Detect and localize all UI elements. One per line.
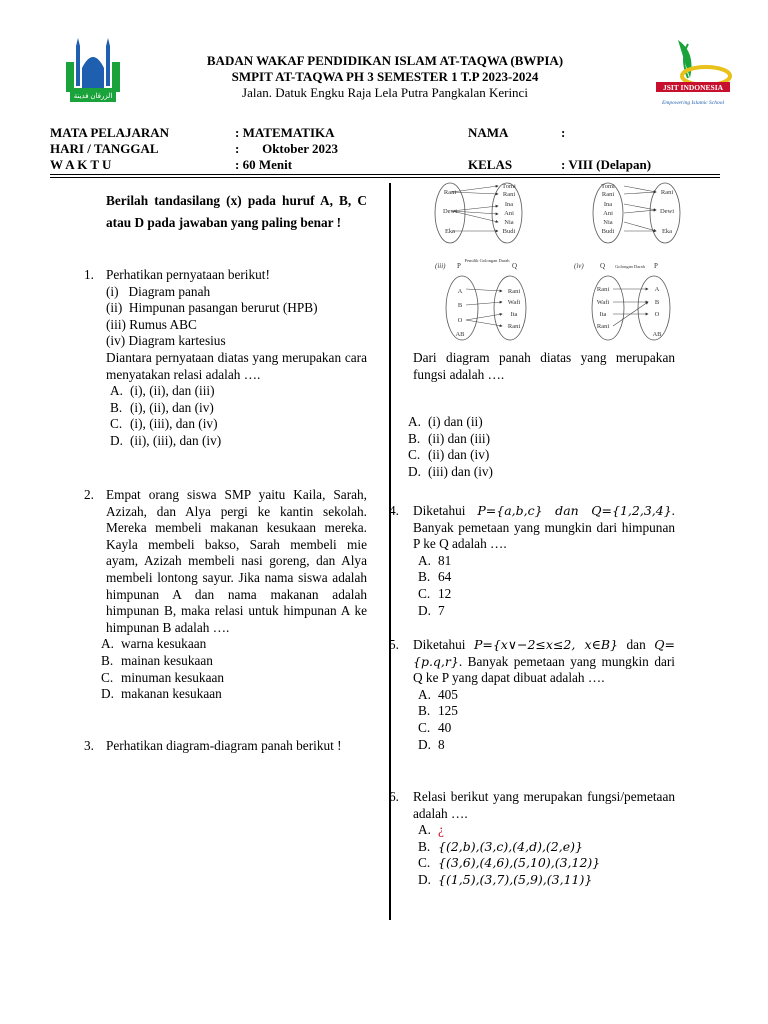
option-d[interactable]	[408, 464, 675, 481]
diagram-element-label: Ani	[504, 210, 514, 217]
subject-label: MATA PELAJARAN	[50, 125, 170, 140]
option-d[interactable]	[418, 603, 675, 620]
question-4	[389, 503, 675, 619]
option-b[interactable]	[418, 703, 675, 720]
diagram-element-label: Eka	[661, 228, 673, 235]
option-letter: D.	[418, 871, 431, 887]
option-a[interactable]	[418, 822, 675, 839]
question-3-prompt: Dari diagram panah diatas yang merupakan fungsi adalah ….	[413, 350, 675, 382]
diagram-3-relation: Pemilik Golongan Darah	[464, 258, 510, 263]
school-logo	[64, 38, 122, 106]
subject-value: : MATEMATIKA	[235, 125, 335, 140]
question-1-options	[106, 383, 367, 449]
diagram-element-label: Budi	[502, 228, 516, 235]
diagram-element-label: Rani	[660, 189, 674, 196]
diagram-element-label: Eka	[444, 228, 456, 235]
option-letter: C.	[418, 585, 431, 601]
option-c[interactable]	[418, 586, 675, 603]
option-text: (ii) dan (iv)	[428, 447, 490, 463]
diagram-element-label: A	[654, 286, 660, 293]
option-c[interactable]	[418, 720, 675, 737]
diagram-element-label: Ina	[603, 201, 613, 208]
option-letter: A.	[418, 686, 431, 702]
statement-item: (i) Diagram panah	[106, 283, 211, 299]
option-letter: A.	[110, 383, 123, 399]
name-value: :	[561, 125, 566, 140]
option-letter: D.	[418, 736, 431, 752]
question-4-number: 4.	[389, 503, 399, 518]
diagram-element-label: Ita	[599, 311, 607, 318]
diagram-element-label: Dewi	[442, 208, 458, 215]
question-2	[84, 487, 367, 703]
diagram-element-label: O	[457, 317, 463, 324]
diagram-4-label: (iv)	[574, 262, 584, 270]
jsit-logo	[652, 38, 734, 110]
column-divider	[389, 183, 391, 920]
diagram-element-label: Ina	[504, 201, 514, 208]
question-3	[84, 738, 367, 755]
option-text: warna kesukaan	[121, 636, 207, 652]
instruction: Berilah tandasilang (x) pada huruf A, B, C atau D pada jawaban yang paling benar !	[106, 193, 367, 230]
option-text: 64	[438, 569, 452, 585]
question-4-stem: Diketahui P={a,b,c} dan Q={1,2,3,4}. Banyak pemetaan yang mungkin dari himpunan P ke Q adalah ….	[413, 503, 675, 552]
day-value: : Oktober 2023	[235, 141, 339, 156]
question-3-continued	[408, 350, 675, 481]
diagram-element-label: Rani	[596, 323, 610, 330]
option-text: (ii) dan (iii)	[428, 430, 491, 446]
diagram-element-label: B	[654, 299, 660, 306]
option-c[interactable]	[101, 670, 367, 687]
question-1-statements	[106, 284, 367, 350]
option-b[interactable]	[110, 400, 367, 417]
diagram-element-label: Rani	[502, 191, 516, 198]
option-a[interactable]	[418, 687, 675, 704]
option-letter: A.	[418, 822, 431, 838]
question-5-options	[418, 687, 675, 753]
option-letter: B.	[408, 430, 421, 446]
option-d[interactable]	[418, 737, 675, 754]
exam-info	[0, 125, 768, 175]
question-2-stem: Empat orang siswa SMP yaitu Kaila, Sarah, Azizah, dan Alya pergi ke kantin sekolah. Mereka membeli makanan kesukaan mereka. Kayla membeli bakso, Sarah membeli mie ayam, Azizah membeli nasi goreng, dan Alya membeli lontong sayur. Jika nama siswa adalah himpunan A dan nama makanan adalah himpunan B, maka relasi untuk himpunan A ke himpunan B adalah ….	[106, 487, 367, 635]
question-4-math: P={a,b,c} dan Q={1,2,3,4}	[477, 503, 672, 518]
question-5-number: 5.	[389, 637, 399, 652]
option-text: 40	[438, 719, 452, 735]
diagram-element-label: Budi	[601, 228, 615, 235]
question-1-prompt: Diantara pernyataan diatas yang merupakan cara menyatakan relasi adalah ….	[106, 349, 367, 382]
question-3-number: 3.	[84, 738, 94, 753]
option-letter: B.	[110, 399, 123, 415]
diagram-4-relation: Golongan Darah	[615, 264, 645, 269]
diagram-element-label: AB	[455, 331, 465, 338]
option-letter: D.	[408, 463, 421, 479]
diagram-4-set-q: Q	[600, 262, 606, 270]
option-b[interactable]	[418, 569, 675, 586]
time-value: : 60 Menit	[235, 157, 293, 172]
diagram-3-label: (iii)	[435, 262, 446, 270]
diagram-3-set-p: P	[457, 262, 461, 270]
option-letter: C.	[408, 447, 421, 463]
option-d[interactable]	[101, 686, 367, 703]
option-c[interactable]	[418, 855, 675, 872]
day-label: HARI / TANGGAL	[50, 141, 159, 156]
diagram-element-label: Rani	[596, 286, 610, 293]
option-letter: C.	[101, 669, 114, 685]
question-1	[84, 267, 367, 450]
option-text: (ii), (iii), dan (iv)	[130, 432, 222, 448]
option-d[interactable]	[418, 872, 675, 889]
diagram-element-label: B	[457, 302, 463, 309]
diagram-4-set-p: P	[654, 262, 658, 270]
diagram-element-label: Rani	[601, 191, 615, 198]
diagram-element-label: Rani	[443, 189, 457, 196]
option-letter: C.	[418, 719, 431, 735]
diagram-element-label: AB	[652, 331, 662, 338]
question-4-options	[418, 553, 675, 619]
class-value: : VIII (Delapan)	[561, 157, 652, 172]
option-letter: A.	[418, 552, 431, 568]
option-letter: B.	[418, 569, 431, 585]
option-text: {(2,b),(3,c),(4,d),(2,e)}	[438, 838, 583, 854]
option-d[interactable]	[110, 433, 367, 450]
class-label: KELAS	[468, 157, 513, 172]
diagram-element-label: Wafi	[596, 299, 610, 306]
option-a[interactable]	[101, 636, 367, 653]
option-letter: A.	[101, 636, 114, 652]
question-1-number: 1.	[84, 267, 94, 282]
question-5	[389, 637, 675, 753]
diagram-element-label: Tomi	[601, 183, 615, 190]
option-a[interactable]	[418, 553, 675, 570]
option-c[interactable]	[110, 416, 367, 433]
diagram-element-label: Nia	[603, 219, 613, 226]
diagram-element-label: Ita	[510, 311, 518, 318]
option-letter: D.	[101, 686, 114, 702]
option-b[interactable]	[101, 653, 367, 670]
question-6-options	[418, 822, 675, 888]
option-text: minuman kesukaan	[121, 669, 225, 685]
option-text: (i), (iii), dan (iv)	[130, 416, 218, 432]
option-a[interactable]	[110, 383, 367, 400]
option-letter: B.	[418, 838, 431, 854]
letterhead-line2: SMPIT AT-TAQWA PH 3 SEMESTER 1 T.P 2023-2024	[231, 69, 539, 84]
option-text: 405	[438, 686, 458, 702]
question-3-options	[408, 414, 675, 480]
diagram-element-label: Tomi	[502, 183, 516, 190]
question-6	[389, 789, 675, 889]
statement-item: (iv) Diagram kartesius	[106, 333, 226, 349]
name-label: NAMA	[468, 125, 509, 140]
option-text: {(3,6),(4,6),(5,10),(3,12)}	[438, 855, 601, 871]
header-rule	[50, 174, 720, 175]
option-b[interactable]	[418, 839, 675, 856]
diagram-element-label: Rani	[507, 323, 521, 330]
option-text: makanan kesukaan	[121, 686, 222, 702]
option-text: 7	[438, 602, 445, 618]
question-5-math-1: P={x∨−2≤x≤2, x∈B}	[473, 637, 618, 652]
option-text: (iii) dan (iv)	[428, 463, 493, 479]
option-text: 12	[438, 585, 452, 601]
school-logo-text: الزرقان فدينة	[73, 92, 113, 100]
option-letter: A.	[408, 414, 421, 430]
statement-item: (ii) Himpunan pasangan berurut (HPB)	[106, 300, 318, 316]
question-6-number: 6.	[389, 789, 399, 804]
option-letter: D.	[110, 432, 123, 448]
diagram-element-label: Nia	[504, 219, 514, 226]
arrow-diagrams	[410, 178, 710, 346]
letterhead	[120, 53, 650, 101]
option-text: (i) dan (ii)	[428, 414, 483, 430]
option-text: mainan kesukaan	[121, 652, 213, 668]
diagram-element-label: A	[457, 288, 463, 295]
option-b[interactable]	[408, 431, 675, 448]
option-letter: B.	[101, 652, 114, 668]
question-1-stem: Perhatikan pernyataan berikut!	[106, 267, 270, 282]
option-letter: C.	[418, 855, 431, 871]
option-text: (i), (ii), dan (iii)	[130, 383, 215, 399]
question-2-number: 2.	[84, 487, 94, 502]
jsit-logo-title: JSIT INDONESIA	[662, 83, 724, 92]
diagram-element-label: Rani	[507, 288, 521, 295]
option-letter: D.	[418, 602, 431, 618]
option-a[interactable]	[408, 414, 675, 431]
jsit-logo-tagline: Empowering Islamic School	[661, 100, 725, 106]
option-text: 8	[438, 736, 445, 752]
option-text: ¿	[438, 822, 444, 838]
option-text: (i), (ii), dan (iv)	[130, 399, 214, 415]
question-3-stem: Perhatikan diagram-diagram panah berikut !	[106, 738, 342, 753]
letterhead-line1: BADAN WAKAF PENDIDIKAN ISLAM AT-TAQWA (BWPIA)	[206, 53, 564, 68]
option-text: 81	[438, 552, 452, 568]
statement-item: (iii) Rumus ABC	[106, 316, 197, 332]
diagram-3-set-q: Q	[512, 262, 518, 270]
question-5-math-2: Q={p.q,r}	[413, 637, 675, 669]
diagram-element-label: Ani	[603, 210, 613, 217]
letterhead-address: Jalan. Datuk Engku Raja Lela Putra Pangkalan Kerinci	[242, 85, 528, 100]
option-letter: B.	[418, 703, 431, 719]
question-6-stem: Relasi berikut yang merupakan fungsi/pemetaan adalah ….	[413, 789, 675, 821]
option-c[interactable]	[408, 447, 675, 464]
option-text: 125	[438, 703, 458, 719]
diagram-element-label: Wafi	[507, 299, 521, 306]
diagram-element-label: O	[654, 311, 660, 318]
question-5-stem: Diketahui P={x∨−2≤x≤2, x∈B} dan Q={p.q,r}. Banyak pemetaan yang mungkin dari Q ke P yang dapat dibuat adalah ….	[413, 637, 675, 686]
option-text: {(1,5),(3,7),(5,9),(3,11)}	[438, 871, 593, 887]
time-label: W A K T U	[50, 157, 112, 172]
option-letter: C.	[110, 416, 123, 432]
question-2-options	[101, 636, 367, 702]
diagram-element-label: Dewi	[659, 208, 675, 215]
